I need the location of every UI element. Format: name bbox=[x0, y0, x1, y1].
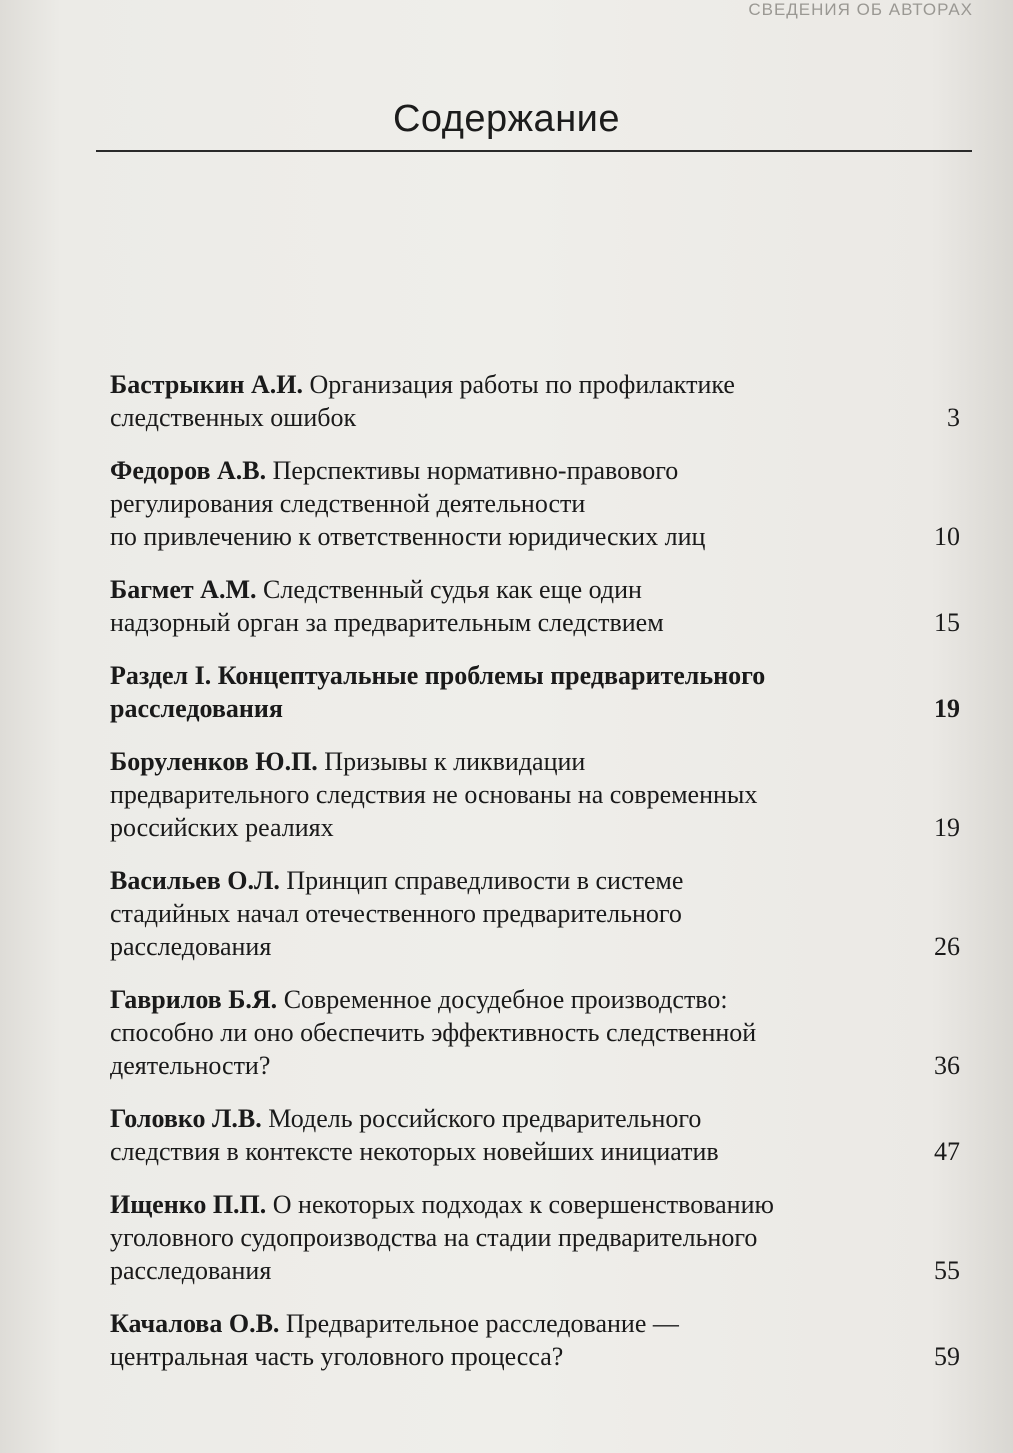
toc-entry-line bbox=[110, 368, 960, 401]
toc-title-text: Модель российского предварительного bbox=[268, 1104, 702, 1133]
toc-entry-line bbox=[110, 778, 960, 811]
toc-entry bbox=[110, 1102, 960, 1168]
toc-page-number: 47 bbox=[934, 1137, 960, 1166]
toc-entry-line bbox=[110, 487, 960, 520]
toc-page-number: 19 bbox=[934, 694, 960, 723]
toc-title-text: О некоторых подходах к совершенствованию bbox=[272, 1190, 774, 1219]
toc-title-text: расследования bbox=[110, 932, 272, 961]
toc-title-text: следственных ошибок bbox=[110, 403, 357, 432]
toc-entry-line bbox=[110, 864, 960, 897]
toc-title-text: следствия в контексте некоторых новейших инициатив bbox=[110, 1137, 719, 1166]
toc-author: Бастрыкин А.И. bbox=[110, 370, 304, 399]
running-head: СВЕДЕНИЯ ОБ АВТОРАХ bbox=[748, 0, 973, 19]
toc-title-text: Следственный судья как еще один bbox=[263, 575, 642, 604]
toc-author: Качалова О.В. bbox=[110, 1309, 280, 1338]
toc-entry bbox=[110, 983, 960, 1082]
toc-entry bbox=[110, 864, 960, 963]
toc-entry-line bbox=[110, 1102, 960, 1135]
toc-entry bbox=[110, 454, 960, 553]
toc-page-number: 19 bbox=[934, 813, 960, 842]
toc-title-text: расследования bbox=[110, 694, 283, 723]
toc-entry-line bbox=[110, 520, 960, 553]
toc-author: Багмет А.М. bbox=[110, 575, 257, 604]
toc-title-text: Призывы к ликвидации bbox=[324, 747, 586, 776]
toc-title-text: Принцип справедливости в системе bbox=[286, 866, 684, 895]
toc-entry bbox=[110, 1307, 960, 1373]
toc-page-number: 3 bbox=[947, 403, 960, 432]
table-of-contents bbox=[110, 368, 960, 1393]
toc-section-heading bbox=[110, 659, 960, 725]
toc-title-text: предварительного следствия не основаны на современных bbox=[110, 780, 758, 809]
toc-title-text: способно ли оно обеспечить эффективность следственной bbox=[110, 1018, 757, 1047]
toc-author: Васильев О.Л. bbox=[110, 866, 280, 895]
toc-title-text: стадийных начал отечественного предварительного bbox=[110, 899, 682, 928]
toc-entry-line bbox=[110, 811, 960, 844]
toc-entry-line bbox=[110, 573, 960, 606]
toc-entry-line bbox=[110, 897, 960, 930]
toc-page-number: 10 bbox=[934, 522, 960, 551]
toc-entry-line bbox=[110, 692, 960, 725]
toc-title-text: центральная часть уголовного процесса? bbox=[110, 1342, 564, 1371]
toc-entry-line bbox=[110, 659, 960, 692]
toc-entry-line bbox=[110, 1307, 960, 1340]
toc-entry-line bbox=[110, 454, 960, 487]
toc-title-text: по привлечению к ответственности юридических лиц bbox=[110, 522, 706, 551]
toc-title-text: Предварительное расследование — bbox=[285, 1309, 679, 1338]
toc-entry-line bbox=[110, 1049, 960, 1082]
toc-page-number: 59 bbox=[934, 1342, 960, 1371]
page-title: Содержание bbox=[392, 98, 621, 140]
toc-page-number: 55 bbox=[934, 1256, 960, 1285]
toc-entry-line bbox=[110, 930, 960, 963]
toc-title-text: Раздел I. Концептуальные проблемы предварительного bbox=[110, 661, 766, 690]
toc-entry-line bbox=[110, 401, 960, 434]
toc-entry-line bbox=[110, 1254, 960, 1287]
toc-entry bbox=[110, 573, 960, 639]
toc-page-number: 36 bbox=[934, 1051, 960, 1080]
toc-page-number: 15 bbox=[934, 608, 960, 637]
toc-entry-line bbox=[110, 745, 960, 778]
toc-title-text: Перспективы нормативно-правового bbox=[272, 456, 679, 485]
toc-author: Боруленков Ю.П. bbox=[110, 747, 318, 776]
toc-page-number: 26 bbox=[934, 932, 960, 961]
toc-entry bbox=[110, 745, 960, 844]
toc-entry-line bbox=[110, 983, 960, 1016]
toc-title-text: уголовного судопроизводства на стадии предварительного bbox=[110, 1223, 758, 1252]
toc-title-text: деятельности? bbox=[110, 1051, 271, 1080]
toc-author: Ищенко П.П. bbox=[110, 1190, 267, 1219]
toc-author: Гаврилов Б.Я. bbox=[110, 985, 278, 1014]
toc-entry bbox=[110, 368, 960, 434]
toc-entry-line bbox=[110, 1188, 960, 1221]
toc-entry-line bbox=[110, 606, 960, 639]
toc-title-text: Современное досудебное производство: bbox=[283, 985, 728, 1014]
toc-entry-line bbox=[110, 1221, 960, 1254]
toc-entry-line bbox=[110, 1135, 960, 1168]
toc-title-text: Организация работы по профилактике bbox=[309, 370, 735, 399]
toc-author: Головко Л.В. bbox=[110, 1104, 262, 1133]
toc-author: Федоров А.В. bbox=[110, 456, 267, 485]
toc-entry-line bbox=[110, 1340, 960, 1373]
toc-title-text: надзорный орган за предварительным следствием bbox=[110, 608, 664, 637]
toc-title-text: российских реалиях bbox=[110, 813, 334, 842]
toc-entry-line bbox=[110, 1016, 960, 1049]
toc-entry bbox=[110, 1188, 960, 1287]
toc-title-text: расследования bbox=[110, 1256, 272, 1285]
toc-title-text: регулирования следственной деятельности bbox=[110, 489, 586, 518]
title-underline bbox=[96, 150, 972, 152]
